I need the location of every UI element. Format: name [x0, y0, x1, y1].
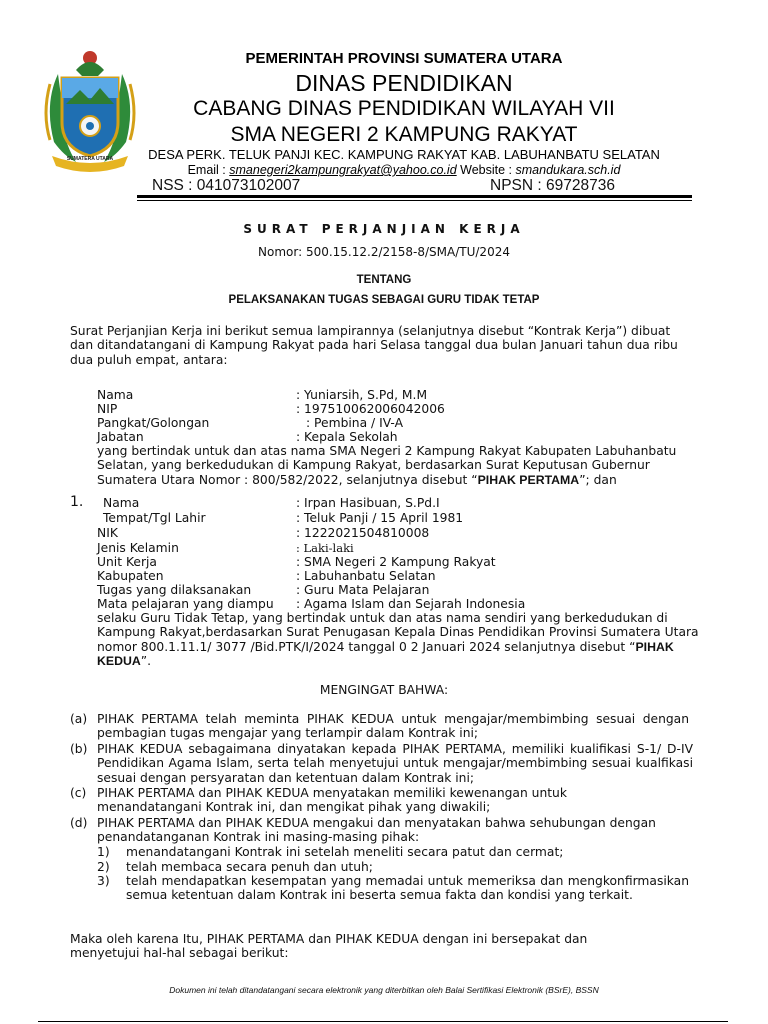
subitem-2-label: 2) [97, 860, 110, 874]
mengingat-item-b-label: (b) [70, 742, 88, 756]
pihak2-number: 1. [70, 494, 84, 510]
pihak1-nama-value: : Yuniarsih, S.Pd, M.M [296, 388, 428, 402]
document-subject: PELAKSANAKAN TUGAS SEBAGAI GURU TIDAK TETAP [228, 294, 540, 306]
kop-contact [20, 163, 768, 177]
mengingat-item-d-label: (d) [70, 816, 88, 830]
email-label: Email : [187, 163, 230, 177]
kop-branch: CABANG DINAS PENDIDIKAN WILAYAH VII [193, 97, 615, 120]
pihak1-jabatan-label: Jabatan [97, 430, 144, 444]
kop-government: PEMERINTAH PROVINSI SUMATERA UTARA [245, 50, 563, 67]
pihak2-unit-value: : SMA Negeri 2 Kampung Rakyat [296, 555, 496, 569]
subitem-1-label: 1) [97, 845, 110, 859]
email-link[interactable]: smanegeri2kampungrakyat@yahoo.co.id [229, 163, 457, 177]
closing-paragraph: Maka oleh karena Itu, PIHAK PERTAMA dan PIHAK KEDUA dengan ini bersepakat dan menyetujui hal-hal sebagai berikut: [70, 932, 588, 961]
pihak2-kab-value: : Labuhanbatu Selatan [296, 569, 436, 583]
mengingat-item-a: PIHAK PERTAMA telah meminta PIHAK KEDUA untuk mengajar/membimbing sesuai dengan pembagian tugas mengajar yang terlampir dalam Kontrak ini; [97, 712, 689, 741]
pihak2-nik-label: NIK [97, 526, 118, 540]
mengingat-item-c: PIHAK PERTAMA dan PIHAK KEDUA menyatakan memiliki kewenangan untuk menandatangani Kontrak ini, dan mengikat pihak yang diwakili; [97, 786, 567, 815]
website-link[interactable]: smandukara.sch.id [515, 163, 621, 177]
subitem-3-label: 3) [97, 874, 110, 888]
pihak2-desc-text: selaku Guru Tidak Tetap, yang bertindak untuk dan atas nama sendiri yang berkedudukan di Kampung Rakyat,berdasarkan Surat Penugasan Kepala Dinas Pendidikan Provinsi Sumatera Utara nomor 800.1.11.1/ 3077 /Bid.PTK/I/2024 tanggal 0 2 Januari 2024 selanjutnya disebut “ [97, 611, 699, 654]
mengingat-heading: MENGINGAT BAHWA: [319, 683, 449, 697]
pihak2-mapel-label: Mata pelajaran yang diampu [97, 597, 274, 611]
kop-address: DESA PERK. TELUK PANJI KEC. KAMPUNG RAKYAT KAB. LABUHANBATU SELATAN [148, 147, 660, 162]
pihak2-nik-value: : 1222021504810008 [296, 526, 430, 540]
mengingat-item-d: PIHAK PERTAMA dan PIHAK KEDUA mengakui dan menyatakan bahwa sehubungan dengan penandatanganan Kontrak ini masing-masing pihak: [97, 816, 656, 845]
pihak-pertama-label: PIHAK PERTAMA [477, 472, 580, 487]
bsre-footer-note: Dokumen ini telah ditandatangani secara elektronik yang diterbitkan oleh Balai Sertifikasi Elektronik (BSrE), BSSN [169, 985, 599, 995]
subitem-2: telah membaca secara penuh dan utuh; [126, 860, 373, 874]
subitem-1: menandatangani Kontrak ini setelah meneliti secara patut dan cermat; [126, 845, 564, 859]
pihak1-nip-label: NIP [97, 402, 118, 416]
pihak2-nama-label: Nama [103, 496, 140, 510]
pihak2-ttl-value: : Teluk Panji / 15 April 1981 [296, 511, 464, 525]
document-title: SURAT PERJANJIAN KERJA [243, 222, 525, 236]
pihak2-tugas-value: : Guru Mata Pelajaran [296, 583, 430, 597]
pihak1-jabatan-value: : Kepala Sekolah [296, 430, 398, 444]
nss-number: NSS : 041073102007 [152, 177, 301, 194]
pihak2-desc-end: ”. [140, 653, 152, 668]
pihak2-description [97, 611, 707, 668]
pihak2-jk-label: Jenis Kelamin [97, 541, 179, 555]
pihak-kedua-label: PIHAK KEDUA [97, 639, 674, 668]
pihak1-nama-label: Nama [97, 388, 134, 402]
pihak1-pangkat-label: Pangkat/Golongan [97, 416, 210, 430]
pihak2-tugas-label: Tugas yang dilaksanakan [97, 583, 252, 597]
mengingat-item-b: PIHAK KEDUA sebagaimana dinyatakan kepada PIHAK PERTAMA, memiliki kualifikasi S-1/ D-IV Pendidikan Agama Islam, serta telah menyetujui untuk mengajar/membimbing sesuai kualfikasi sesuai dengan persyaratan dan ketentuan dalam Kontrak ini; [97, 742, 693, 785]
pihak1-desc-text: yang bertindak untuk dan atas nama SMA Negeri 2 Kampung Rakyat Kabupaten Labuhanbatu Selatan, yang berkedudukan di Kampung Rakyat, berdasarkan Surat Keputusan Gubernur Sumatera Utara Nomor : 800/582/2022, selanjutnya disebut “ [97, 444, 677, 487]
pihak1-desc-end: ”; dan [579, 472, 617, 487]
subitem-3: telah mendapatkan kesempatan yang memadai untuk memeriksa dan mengkonfirmasikan semua ketentuan dalam Kontrak ini beserta semua fakta dan kondisi yang terkait. [126, 874, 689, 903]
website-label: Website : [456, 163, 516, 177]
kop-agency: DINAS PENDIDIKAN [295, 70, 513, 96]
document-number: Nomor: 500.15.12.2/2158-8/SMA/TU/2024 [258, 245, 510, 259]
pihak1-pangkat-value: : Pembina / IV-A [306, 416, 403, 430]
header-rule-thick [137, 195, 692, 198]
pihak2-kab-label: Kabupaten [97, 569, 164, 583]
pihak2-nama-value: : Irpan Hasibuan, S.Pd.I [296, 496, 440, 510]
pihak2-unit-label: Unit Kerja [97, 555, 157, 569]
pihak2-jk-value: : Laki-laki [296, 541, 354, 555]
tentang-heading: TENTANG [356, 274, 412, 286]
pihak1-nip-value: : 197510062006042006 [296, 402, 445, 416]
pihak1-description [97, 444, 695, 487]
pihak2-ttl-label: Tempat/Tgl Lahir [103, 511, 206, 525]
footer-rule [38, 1021, 728, 1022]
mengingat-item-c-label: (c) [70, 786, 87, 800]
header-rule-thin [137, 200, 692, 201]
logo-ribbon-text: SUMATERA UTARA [66, 156, 114, 162]
mengingat-item-a-label: (a) [70, 712, 88, 726]
pihak2-mapel-value: : Agama Islam dan Sejarah Indonesia [296, 597, 526, 611]
npsn-number: NPSN : 69728736 [490, 177, 615, 194]
intro-paragraph: Surat Perjanjian Kerja ini berikut semua lampirannya (selanjutnya disebut “Kontrak Kerja”) dibuat dan ditandatangani di Kampung Rakyat pada hari Selasa tanggal dua bulan Januari tahun dua ribu dua puluh empat, antara: [70, 324, 678, 367]
kop-school-name: SMA NEGERI 2 KAMPUNG RAKYAT [230, 123, 578, 146]
